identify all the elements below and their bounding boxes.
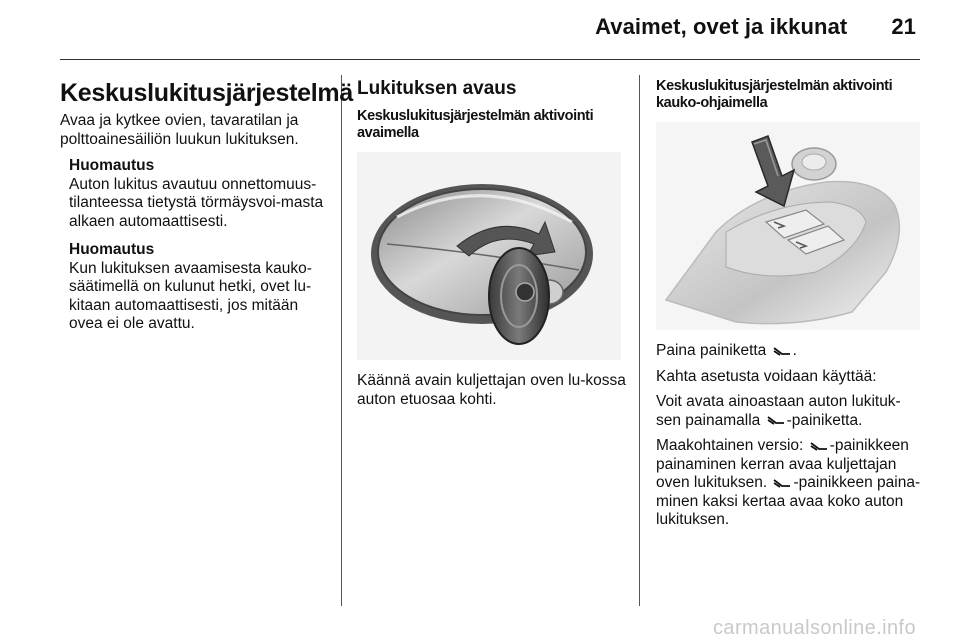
column-3 — [656, 78, 922, 537]
unlock-symbol-icon — [766, 415, 786, 425]
note-text: Kun lukituksen avaamisesta kauko-säätimellä on kulunut hetki, ovet lu-kitaan automaattisesti, jos mitään ovea ei ole avattu. — [69, 259, 312, 332]
note-2 — [60, 241, 332, 334]
page-number: 21 — [891, 14, 916, 39]
option-2-text: Maakohtainen versio: -painikkeen painaminen kerran avaa kuljettajan oven lukituksen. -painikkeen paina-minen kaksi kertaa avaa koko auton lukituksen. — [656, 437, 921, 528]
column-divider-1 — [341, 75, 342, 606]
unlock-symbol-icon — [809, 441, 829, 451]
press-button-text: Paina painiketta . — [656, 342, 797, 359]
two-settings-text: Kahta asetusta voidaan käyttää: — [656, 367, 877, 385]
note-1 — [60, 157, 332, 231]
column-2 — [357, 78, 627, 416]
page-header — [595, 14, 916, 40]
unlock-symbol-icon — [772, 478, 792, 488]
note-title: Huomautus — [69, 241, 155, 258]
remote-activation-heading: Keskuslukitusjärjestelmän aktivointi kauko-ohjaimella — [656, 78, 893, 111]
column-1 — [60, 78, 353, 344]
key-caption: Käännä avain kuljettajan oven lu-kossa auton etuosaa kohti. — [357, 372, 626, 408]
section-heading: Keskuslukitusjärjestelmä — [60, 79, 353, 107]
unlock-symbol-icon — [772, 346, 792, 356]
note-title: Huomautus — [69, 157, 155, 174]
intro-paragraph: Avaa ja kytkee ovien, tavaratilan ja polttoainesäiliön luukun lukituksen. — [60, 112, 299, 148]
note-text: Auton lukitus avautuu onnettomuus-tilanteessa tietystä törmäysvoi-masta alkaen automaattisesti. — [69, 175, 324, 230]
header-rule — [60, 59, 920, 60]
key-in-lock-illustration — [357, 152, 621, 360]
key-activation-heading: Keskuslukitusjärjestelmän aktivointi avaimella — [357, 108, 594, 141]
option-1-text: Voit avata ainoastaan auton lukituk-sen painamalla -painiketta. — [656, 393, 901, 429]
subsection-heading: Lukituksen avaus — [357, 78, 517, 99]
watermark: carmanualsonline.info — [713, 617, 916, 639]
remote-key-illustration — [656, 122, 920, 330]
column-divider-2 — [639, 75, 640, 606]
chapter-title: Avaimet, ovet ja ikkunat — [595, 14, 848, 39]
